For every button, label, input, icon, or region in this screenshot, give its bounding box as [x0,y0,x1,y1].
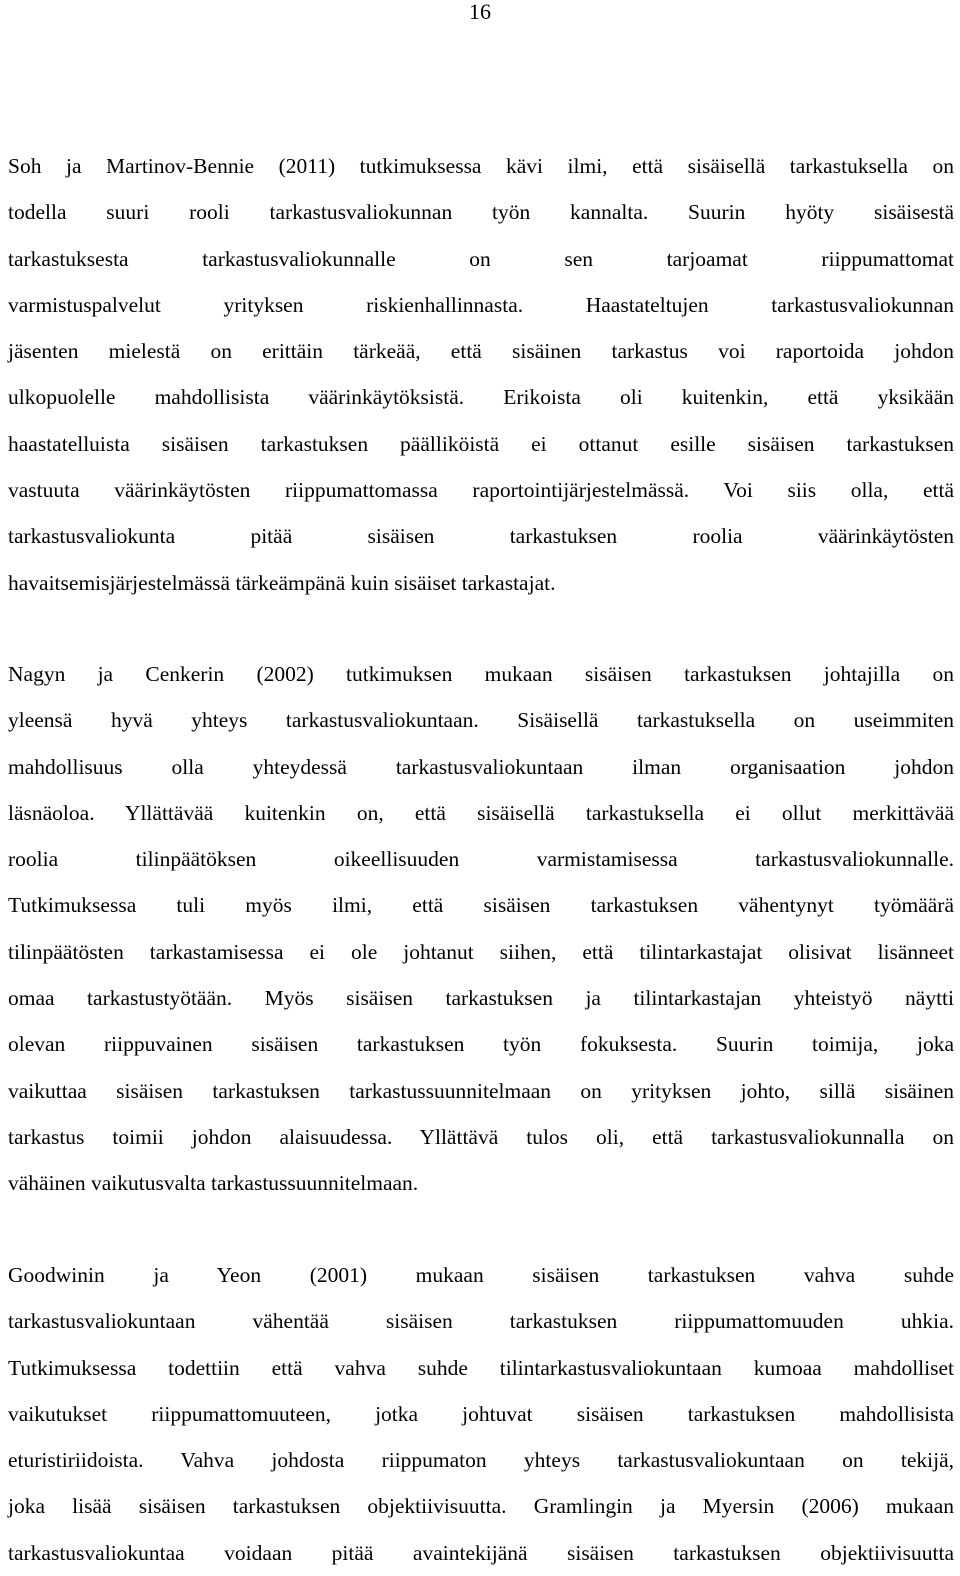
text-line: todella suuri rooli tarkastusvaliokunnan työn kannalta. Suurin hyöty sisäisestä [8,200,954,225]
text-line: vähäinen vaikutusvalta tarkastussuunnitelmaan. [8,1171,419,1196]
text-line: haastatelluista sisäisen tarkastuksen päälliköistä ei ottanut esille sisäisen tarkastuksen [8,431,954,456]
text-line: jäsenten mielestä on erittäin tärkeää, että sisäinen tarkastus voi raportoida johdon [8,339,954,364]
paragraph-goodwin-yeo [8,1252,954,1576]
text-line: läsnäoloa. Yllättävää kuitenkin on, että sisäisellä tarkastuksella ei ollut merkittävää [8,800,954,825]
text-line: Goodwinin ja Yeon (2001) mukaan sisäisen tarkastuksen vahva suhde [8,1263,954,1287]
text-line: Soh ja Martinov-Bennie (2011) tutkimuksessa kävi ilmi, että sisäisellä tarkastuksella on [8,154,954,178]
paragraph-nagy-cenker [8,651,954,1207]
text-line: tarkastusvaliokuntaa voidaan pitää avaintekijänä sisäisen tarkastuksen objektiivisuutta [8,1540,954,1565]
text-line: eturistiriidoista. Vahva johdosta riippumaton yhteys tarkastusvaliokuntaan on tekijä, [8,1448,954,1473]
text-line: joka lisää sisäisen tarkastuksen objektiivisuutta. Gramlingin ja Myersin (2006) mukaan [8,1494,954,1519]
text-line: havaitsemisjärjestelmässä tärkeämpänä kuin sisäiset tarkastajat. [8,570,556,595]
text-line: ulkopuolelle mahdollisista väärinkäytöksistä. Erikoista oli kuitenkin, että yksikään [8,385,954,410]
paragraph-soh-martinov-bennie [8,143,954,606]
text-line: vastuuta väärinkäytösten riippumattomassa raportointijärjestelmässä. Voi siis olla, että [8,478,954,503]
page-number: 16 [469,0,491,24]
text-line: vaikuttaa sisäisen tarkastuksen tarkastussuunnitelmaan on yrityksen johto, sillä sisäinen [8,1078,954,1103]
text-line: Nagyn ja Cenkerin (2002) tutkimuksen mukaan sisäisen tarkastuksen johtajilla on [8,662,954,686]
text-line: mahdollisuus olla yhteydessä tarkastusvaliokuntaan ilman organisaation johdon [8,754,954,779]
text-line: olevan riippuvainen sisäisen tarkastuksen työn fokuksesta. Suurin toimija, joka [8,1032,954,1057]
text-line: omaa tarkastustyötään. Myös sisäisen tarkastuksen ja tilintarkastajan yhteistyö näytti [8,986,954,1011]
text-line: tarkastus toimii johdon alaisuudessa. Yllättävä tulos oli, että tarkastusvaliokunnalla on [8,1124,954,1149]
text-line: tilinpäätösten tarkastamisessa ei ole johtanut siihen, että tilintarkastajat olisivat lisänneet [8,939,954,964]
text-line: tarkastusvaliokunta pitää sisäisen tarkastuksen roolia väärinkäytösten [8,524,954,549]
text-line: Tutkimuksessa todettiin että vahva suhde tilintarkastusvaliokuntaan kumoaa mahdolliset [8,1355,954,1380]
text-line: tarkastusvaliokuntaan vähentää sisäisen tarkastuksen riippumattomuuden uhkia. [8,1309,954,1334]
text-line: tarkastuksesta tarkastusvaliokunnalle on sen tarjoamat riippumattomat [8,246,954,271]
text-line: varmistuspalvelut yrityksen riskienhallinnasta. Haastateltujen tarkastusvaliokunnan [8,292,954,317]
text-line: roolia tilinpäätöksen oikeellisuuden varmistamisessa tarkastusvaliokunnalle. [8,847,954,872]
text-line: Tutkimuksessa tuli myös ilmi, että sisäisen tarkastuksen vähentynyt työmäärä [8,893,954,918]
text-line: yleensä hyvä yhteys tarkastusvaliokuntaan. Sisäisellä tarkastuksella on useimmiten [8,708,954,733]
text-line: vaikutukset riippumattomuuteen, jotka johtuvat sisäisen tarkastuksen mahdollisista [8,1401,954,1426]
